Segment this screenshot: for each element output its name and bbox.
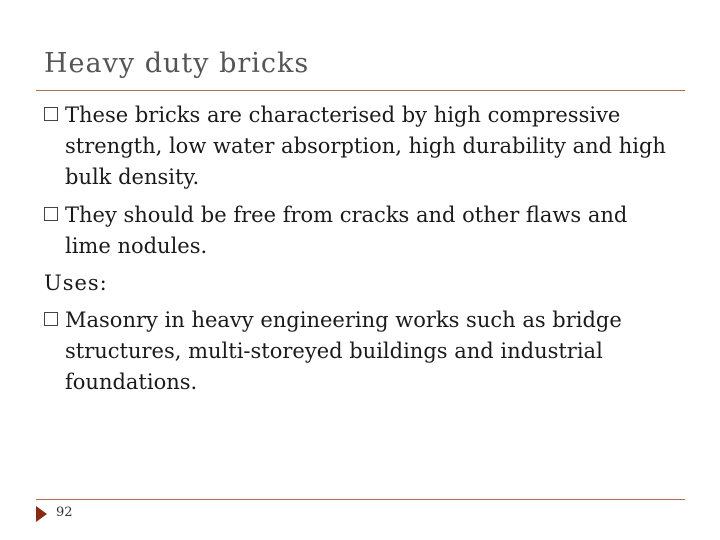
bullet-continuation: strength, low water absorption, high durability and high bulk density.: [65, 134, 666, 189]
checkbox-bullet-icon: [44, 107, 58, 121]
footer-divider: [36, 499, 685, 500]
bullet-item: [44, 200, 674, 262]
bullet-first-line: They should be free from cracks and other flaws and: [65, 203, 628, 227]
bullet-continuation: structures, multi-storeyed buildings and industrial foundations.: [65, 339, 603, 394]
bullet-item: [44, 305, 674, 398]
slide-title: Heavy duty bricks: [44, 48, 310, 79]
checkbox-bullet-icon: [44, 207, 58, 221]
page-number: 92: [56, 505, 73, 520]
bullet-item: [44, 100, 674, 193]
bullet-first-line: Masonry in heavy engineering works such as bridge: [65, 308, 622, 332]
triangle-arrow-icon: [36, 506, 47, 522]
checkbox-bullet-icon: [44, 312, 58, 326]
bullet-continuation: lime nodules.: [65, 234, 208, 258]
title-divider: [36, 90, 685, 91]
uses-heading: Uses:: [44, 271, 108, 295]
bullet-first-line: These bricks are characterised by high compressive: [65, 103, 621, 127]
